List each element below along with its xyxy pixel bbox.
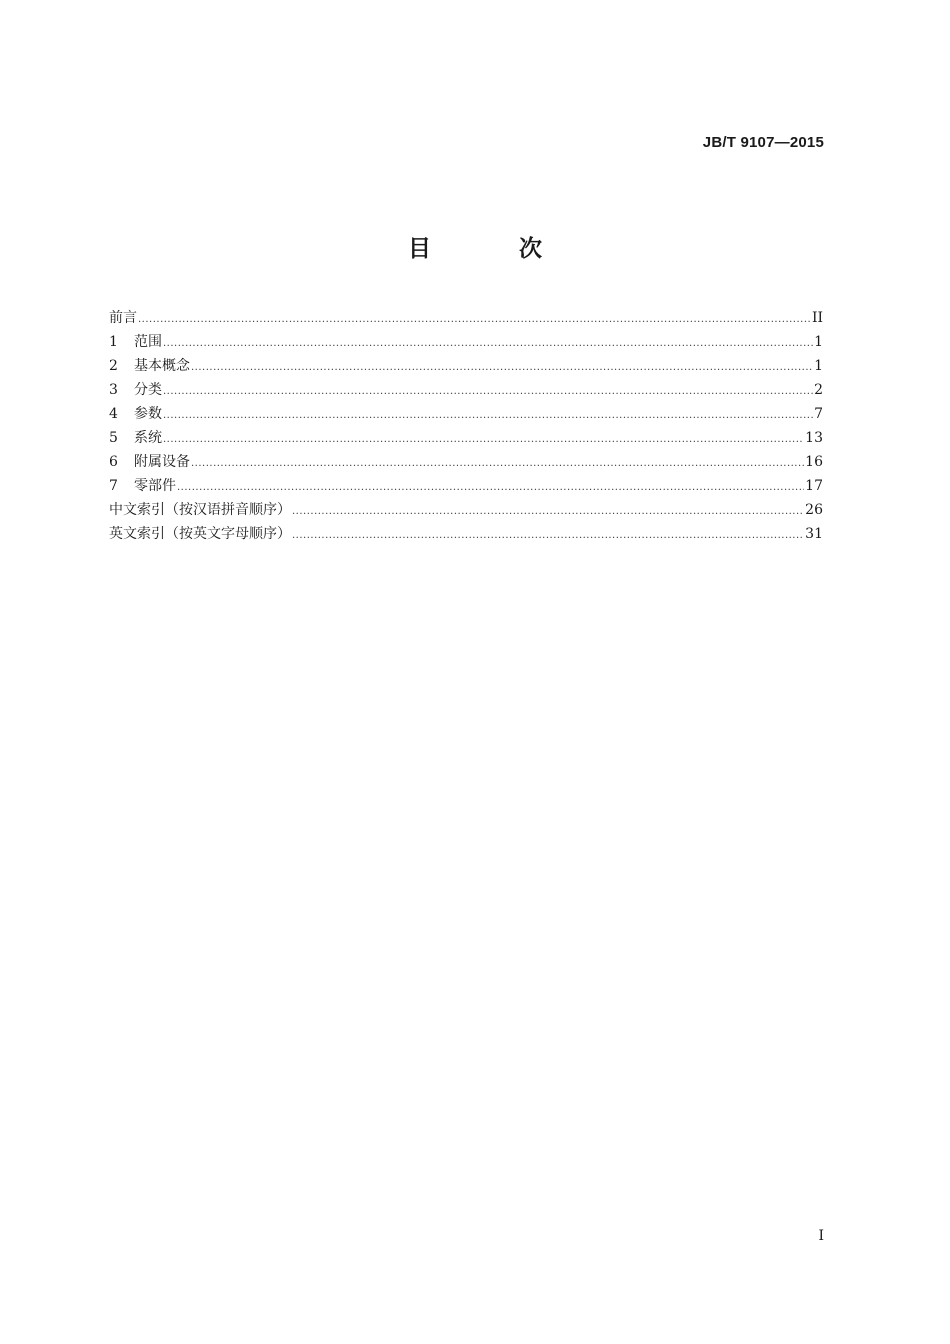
toc-leader-dots bbox=[163, 380, 813, 404]
toc-entry-page: 13 bbox=[805, 430, 823, 446]
toc-leader-dots bbox=[163, 404, 813, 428]
toc-leader-dots bbox=[191, 452, 804, 476]
toc-entry-title: 系统 bbox=[134, 430, 162, 446]
toc-entry-title: 英文索引（按英文字母顺序） bbox=[109, 526, 291, 542]
toc-leader-dots bbox=[138, 308, 811, 332]
toc-entry-number: 5 bbox=[109, 430, 118, 446]
toc-entry-title: 前言 bbox=[109, 310, 137, 326]
table-of-contents bbox=[109, 306, 823, 546]
toc-entry-page: II bbox=[811, 310, 823, 326]
toc-leader-dots bbox=[191, 356, 813, 380]
toc-entry-english-index[interactable] bbox=[109, 522, 823, 546]
toc-entry-page: 2 bbox=[814, 382, 823, 398]
toc-entry-number: 7 bbox=[109, 478, 118, 494]
toc-entry-page: 1 bbox=[814, 334, 823, 350]
toc-entry-parameters[interactable] bbox=[109, 402, 823, 426]
toc-entry-number: 1 bbox=[109, 334, 118, 350]
toc-entry-page: 7 bbox=[814, 406, 823, 422]
toc-entry-page: 26 bbox=[805, 502, 823, 518]
toc-entry-number: 6 bbox=[109, 454, 118, 470]
toc-entry-scope[interactable] bbox=[109, 330, 823, 354]
toc-entry-title: 范围 bbox=[134, 334, 162, 350]
toc-entry-title: 中文索引（按汉语拼音顺序） bbox=[109, 502, 291, 518]
toc-leader-dots bbox=[163, 332, 813, 356]
toc-entry-components[interactable] bbox=[109, 474, 823, 498]
toc-heading: 目 次 bbox=[407, 236, 582, 262]
toc-entry-title: 分类 bbox=[134, 382, 162, 398]
toc-entry-title: 参数 bbox=[134, 406, 162, 422]
toc-entry-classification[interactable] bbox=[109, 378, 823, 402]
toc-entry-page: 16 bbox=[805, 454, 823, 470]
toc-entry-number: 3 bbox=[109, 382, 118, 398]
toc-leader-dots bbox=[292, 524, 804, 548]
page-number: I bbox=[818, 1228, 824, 1244]
toc-entry-title: 零部件 bbox=[134, 478, 176, 494]
toc-entry-title: 附属设备 bbox=[134, 454, 190, 470]
toc-entry-auxiliary-equipment[interactable] bbox=[109, 450, 823, 474]
toc-entry-basic-concepts[interactable] bbox=[109, 354, 823, 378]
toc-entry-title: 基本概念 bbox=[134, 358, 190, 374]
toc-entry-number: 4 bbox=[109, 406, 118, 422]
toc-entry-number: 2 bbox=[109, 358, 118, 374]
document-number: JB/T 9107—2015 bbox=[702, 134, 824, 151]
toc-leader-dots bbox=[292, 500, 804, 524]
toc-entry-foreword[interactable] bbox=[109, 306, 823, 330]
toc-entry-page: 31 bbox=[805, 526, 823, 542]
toc-entry-page: 17 bbox=[805, 478, 823, 494]
toc-entry-systems[interactable] bbox=[109, 426, 823, 450]
toc-entry-page: 1 bbox=[814, 358, 823, 374]
toc-entry-chinese-index[interactable] bbox=[109, 498, 823, 522]
toc-leader-dots bbox=[163, 428, 804, 452]
toc-leader-dots bbox=[177, 476, 804, 500]
